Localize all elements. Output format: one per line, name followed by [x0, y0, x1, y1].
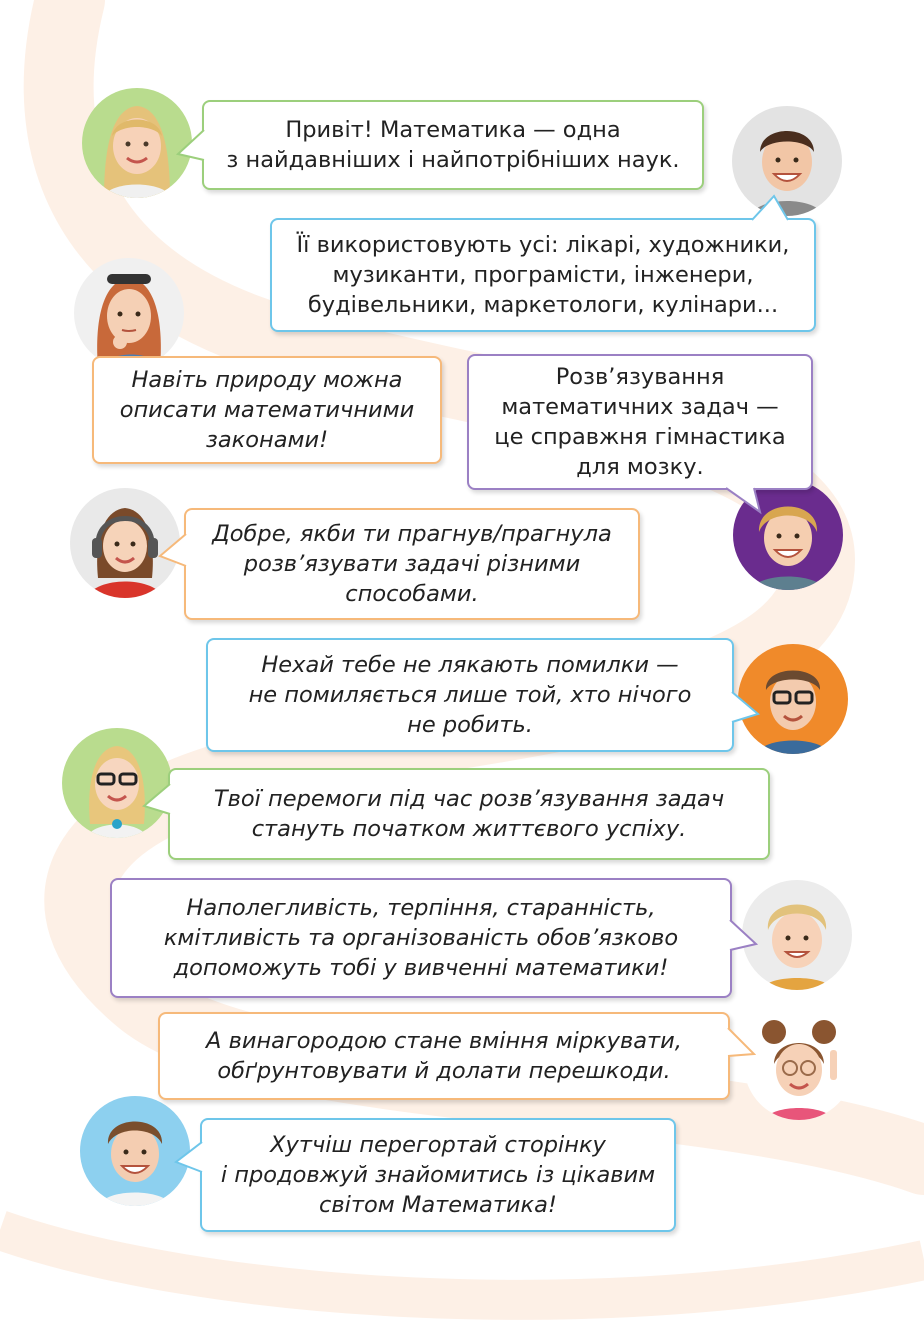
speech-tail-8: [728, 918, 758, 954]
speech-text-6: Нехай тебе не лякають помилки — не помиляється лише той, хто нічого не робить.: [248, 652, 692, 738]
speech-tail-6: [730, 690, 760, 726]
avatar-girl-5: [744, 1010, 854, 1120]
speech-bubble-9: [158, 1012, 730, 1100]
speech-tail-7: [142, 782, 172, 818]
speech-text-4: Розв’язування математичних задач — це справжня гімнастика для мозку.: [494, 364, 786, 480]
speech-tail-4: [724, 486, 764, 516]
speech-tail-2: [748, 194, 792, 222]
speech-tail-9: [726, 1026, 756, 1062]
speech-text-8: Наполегливість, терпіння, старанність, кмітливість та організованість обов’язково допоможуть тобі у вивченні математики!: [163, 895, 679, 981]
speech-text-5: Добре, якби ти прагнув/прагнула розв’язувати задачі різними способами.: [212, 521, 612, 607]
avatar-boy-4: [742, 880, 852, 990]
speech-tail-10: [174, 1140, 204, 1176]
speech-text-7: Твої перемоги під час розв’язування задач стануть початком життєвого успіху.: [213, 786, 725, 842]
avatar-girl-2: [74, 258, 184, 368]
speech-text-9: А винагородою стане вміння міркувати, обґрунтовувати й долати перешкоди.: [206, 1028, 682, 1084]
speech-bubble-2: [270, 218, 816, 332]
speech-text-1: Привіт! Математика — одна з найдавніших і найпотрібніших наук.: [226, 117, 680, 173]
speech-text-3: Навіть природу можна описати математичними законами!: [119, 367, 415, 453]
speech-bubble-10: [200, 1118, 676, 1232]
speech-bubble-4: [467, 354, 813, 490]
speech-bubble-1: [202, 100, 704, 190]
speech-text-10: Хутчіш перегортай сторінку і продовжуй знайомитись із цікавим світом Математика!: [220, 1132, 656, 1218]
speech-bubble-6: [206, 638, 734, 752]
speech-bubble-8: [110, 878, 732, 998]
speech-bubble-5: [184, 508, 640, 620]
speech-tail-1: [176, 128, 206, 164]
speech-bubble-3: [92, 356, 442, 464]
speech-bubble-7: [168, 768, 770, 860]
speech-tail-5: [158, 530, 188, 570]
speech-text-2: Її використовують усі: лікарі, художники, музиканти, програмісти, інженери, будівельники, маркетологи, кулінари...: [296, 232, 790, 318]
